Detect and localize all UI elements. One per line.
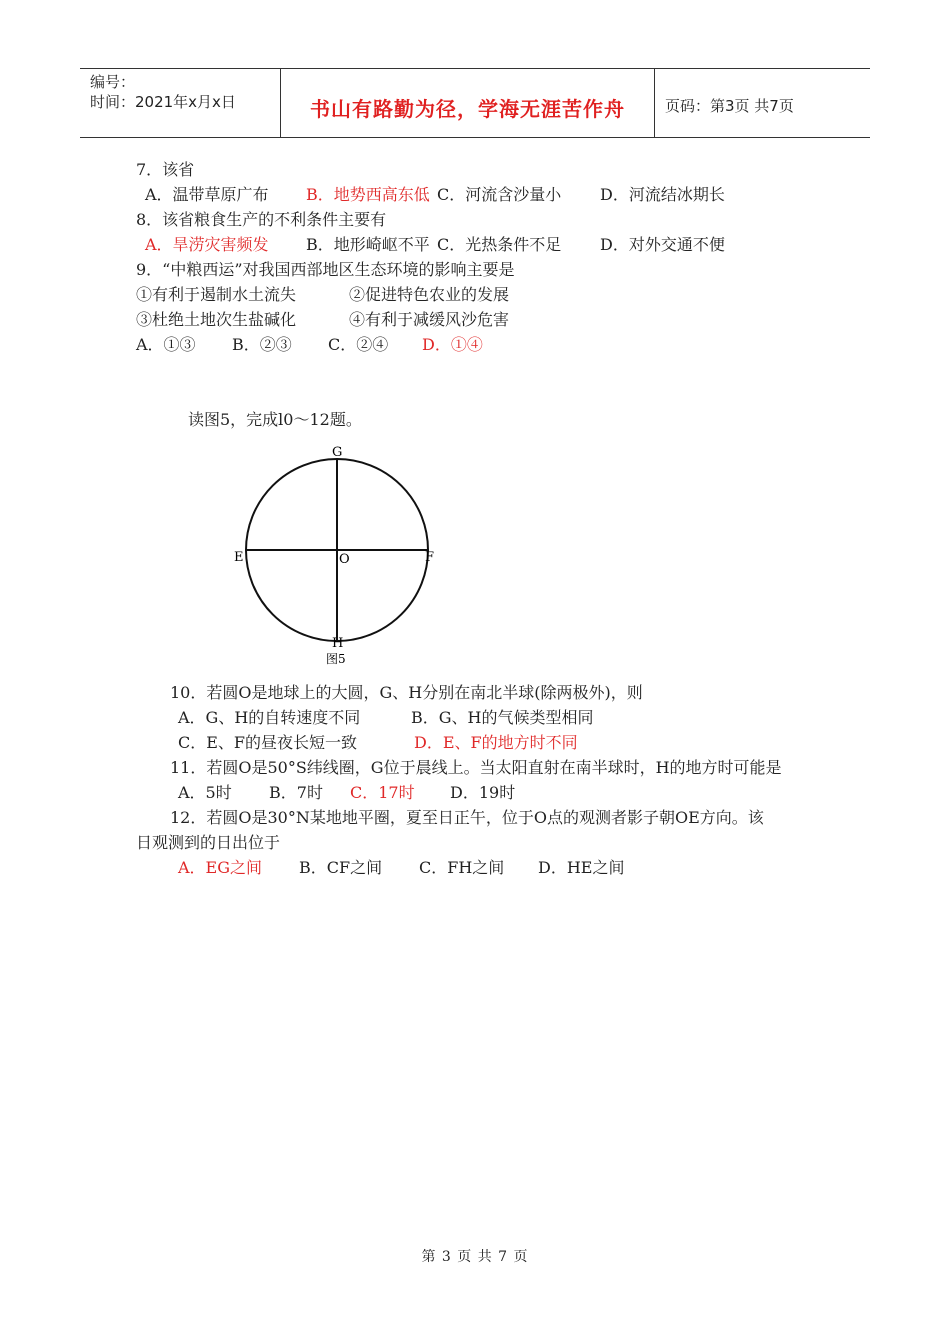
q9-statement-3: ③杜绝土地次生盐碱化 — [136, 310, 297, 329]
figure-intro: 读图5，完成l0～12题。 — [188, 410, 362, 429]
label-f: F — [425, 550, 435, 565]
q11-option-a: A．5时 — [178, 783, 232, 802]
q9-statement-1: ①有利于遏制水土流失 — [136, 285, 297, 304]
figure-5-diagram — [225, 440, 445, 670]
q12-option-d: D．HE之间 — [538, 858, 625, 877]
q8-option-b: B．地形崎岖不平 — [306, 235, 430, 254]
q8-option-a: A．旱涝灾害频发 — [145, 235, 269, 254]
code-label: 编号： — [90, 73, 136, 91]
q8-option-d: D．对外交通不便 — [600, 235, 725, 254]
q10-option-c: C．E、F的昼夜长短一致 — [178, 733, 358, 752]
label-h: H — [332, 636, 344, 651]
label-e: E — [234, 550, 244, 565]
q7-option-c: C．河流含沙量小 — [437, 185, 562, 204]
label-o: O — [339, 552, 350, 567]
q9-statement-4: ④有利于减缓风沙危害 — [349, 310, 510, 329]
q9-statement-2: ②促进特色农业的发展 — [349, 285, 510, 304]
q7-option-b: B．地势西高东低 — [306, 185, 430, 204]
q12-stem-line1: 12．若圆O是30°N某地地平圈，夏至日正午，位于O点的观测者影子朝OE方向。该 — [170, 808, 764, 827]
q10-option-a: A．G、H的自转速度不同 — [178, 708, 361, 727]
q10-option-b: B．G、H的气候类型相同 — [411, 708, 594, 727]
q9-option-a: A．①③ — [136, 335, 196, 354]
q7-option-d: D．河流结冰期长 — [600, 185, 725, 204]
q11-option-b: B．7时 — [269, 783, 323, 802]
q9-option-d: D．①④ — [422, 335, 483, 354]
page-footer: 第 3 页 共 7 页 — [421, 1249, 529, 1265]
q10-stem: 10．若圆O是地球上的大圆，G、H分别在南北半球(除两极外)，则 — [170, 683, 643, 702]
q10-option-d: D．E、F的地方时不同 — [414, 733, 578, 752]
q12-option-a: A．EG之间 — [178, 858, 263, 877]
motto: 书山有路勤为径，学海无涯苦作舟 — [310, 97, 625, 121]
figure-caption: 图5 — [326, 652, 346, 666]
q7-stem: 7．该省 — [136, 160, 195, 179]
label-g: G — [332, 445, 343, 460]
q8-stem: 8．该省粮食生产的不利条件主要有 — [136, 210, 387, 229]
q11-option-c: C．17时 — [350, 783, 415, 802]
time-label: 时间：2021年x月x日 — [90, 93, 236, 111]
page-header — [80, 68, 870, 138]
q12-option-b: B．CF之间 — [299, 858, 383, 877]
header-info-cell — [80, 69, 281, 137]
q11-option-d: D．19时 — [450, 783, 516, 802]
q7-option-a: A．温带草原广布 — [145, 185, 269, 204]
q11-stem: 11．若圆O是50°S纬线圈，G位于晨线上。当太阳直射在南半球时，H的地方时可能是 — [170, 758, 782, 777]
q12-stem-line2: 日观测到的日出位于 — [136, 833, 281, 852]
header-page-cell — [655, 69, 870, 137]
q8-option-c: C．光热条件不足 — [437, 235, 562, 254]
page-info: 页码：第3页 共7页 — [665, 97, 794, 115]
q9-stem: 9．“中粮西运”对我国西部地区生态环境的影响主要是 — [136, 260, 515, 279]
q12-option-c: C．FH之间 — [419, 858, 505, 877]
q9-option-b: B．②③ — [232, 335, 292, 354]
q9-option-c: C．②④ — [328, 335, 389, 354]
header-motto-cell — [281, 69, 655, 137]
